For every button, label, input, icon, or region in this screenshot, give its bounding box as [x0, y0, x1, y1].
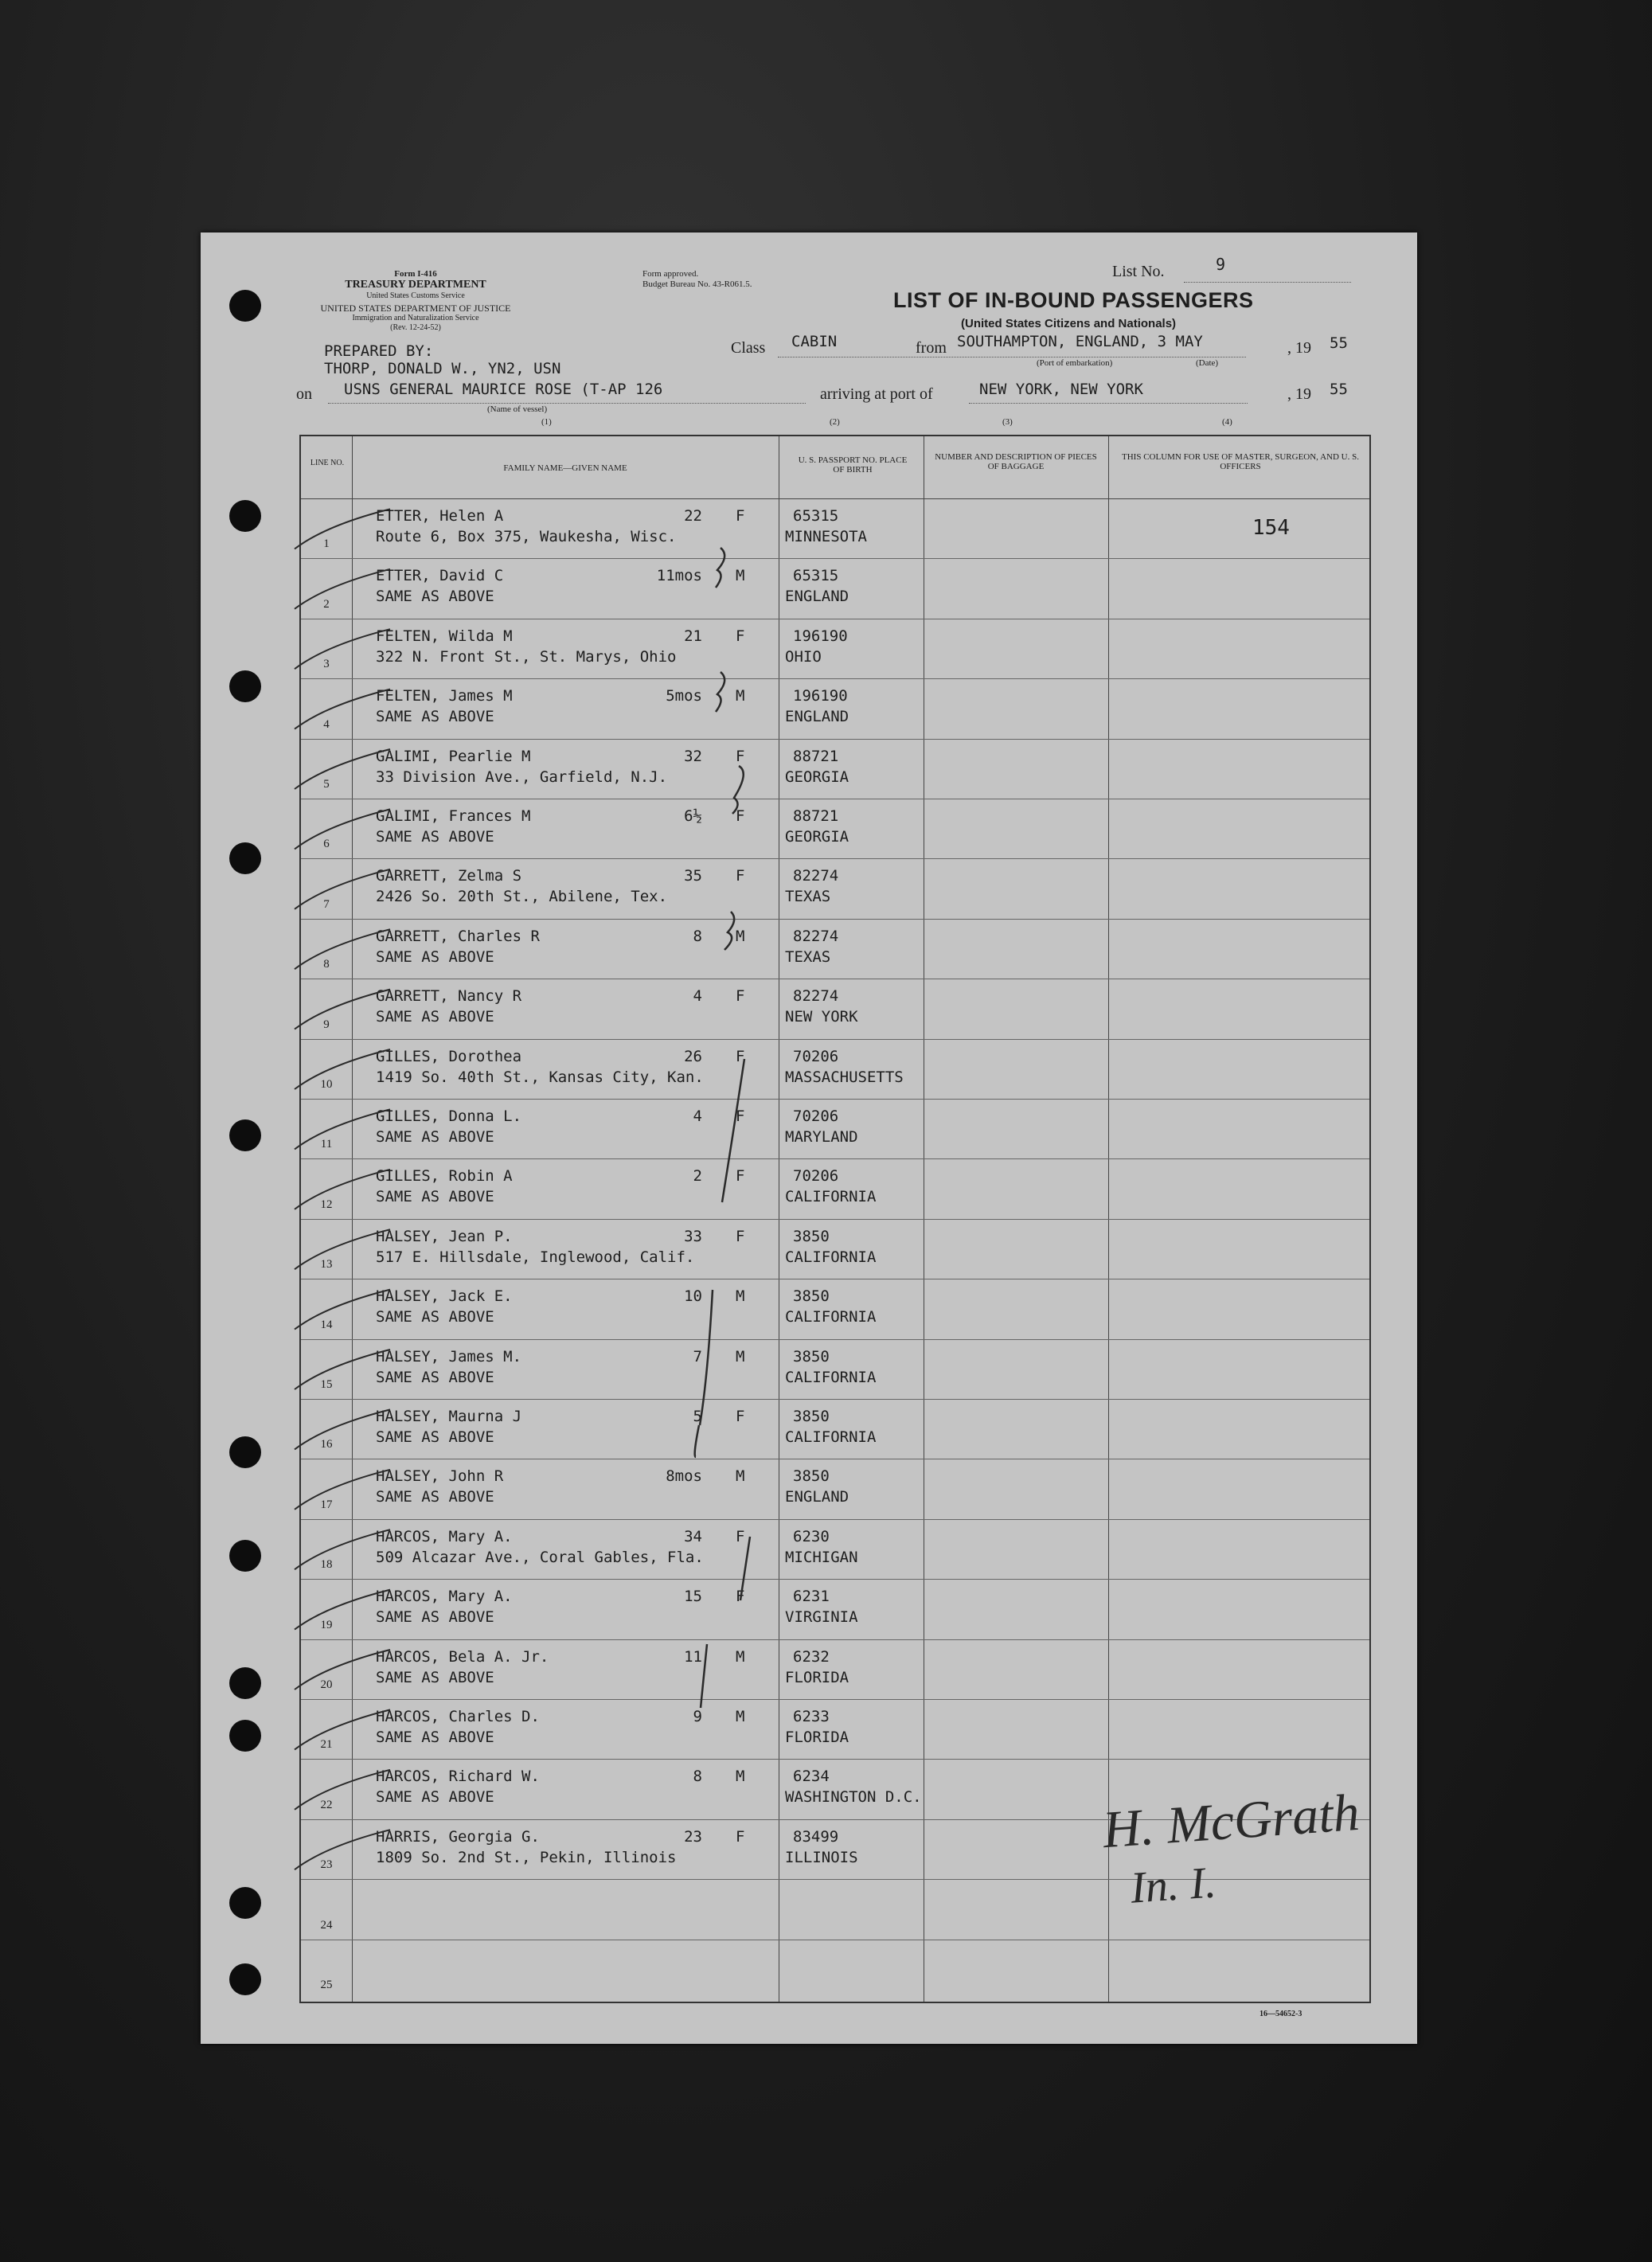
- passenger-age: 11: [684, 1647, 702, 1666]
- place-of-birth: CALIFORNIA: [785, 1308, 877, 1326]
- passenger-name: GARRETT, Zelma S: [376, 867, 522, 885]
- passport-number: 83499: [793, 1827, 839, 1846]
- passenger-name: GILLES, Dorothea: [376, 1047, 522, 1065]
- line-number: 21: [320, 1738, 333, 1752]
- line-number: 3: [323, 658, 330, 671]
- place-of-birth: CALIFORNIA: [785, 1248, 877, 1266]
- line-number: 19: [320, 1618, 333, 1631]
- place-of-birth: OHIO: [785, 647, 822, 666]
- passenger-age: 32: [684, 747, 702, 765]
- page-subtitle: (United States Citizens and Nationals): [961, 317, 1177, 330]
- passenger-sex: M: [736, 1347, 745, 1365]
- passport-number: 3850: [793, 1287, 830, 1306]
- passenger-sex: F: [736, 987, 745, 1006]
- bracket-mark: [724, 912, 734, 950]
- bracket-mark: [722, 1059, 744, 1202]
- col-num-4: (4): [1222, 417, 1232, 427]
- passport-number: 65315: [793, 567, 839, 585]
- col-header-name: FAMILY NAME—GIVEN NAME: [503, 463, 627, 473]
- place-of-birth: FLORIDA: [785, 1668, 849, 1686]
- passport-number: 6233: [793, 1708, 830, 1725]
- line-number: 11: [320, 1138, 333, 1151]
- passenger-age: 10: [684, 1287, 702, 1306]
- place-of-birth: FLORIDA: [785, 1729, 849, 1746]
- passenger-sex: M: [736, 687, 745, 705]
- passenger-address: 517 E. Hillsdale, Inglewood, Calif.: [376, 1248, 695, 1266]
- officer-annotation: 154: [1252, 516, 1290, 540]
- passenger-address: SAME AS ABOVE: [376, 1308, 494, 1326]
- passenger-name: FELTEN, Wilda M: [376, 627, 513, 645]
- passenger-address: 1809 So. 2nd St., Pekin, Illinois: [376, 1848, 677, 1866]
- place-of-birth: MICHIGAN: [785, 1548, 858, 1566]
- passenger-address: SAME AS ABOVE: [376, 828, 494, 846]
- form-revision: (Rev. 12-24-52): [390, 323, 441, 332]
- place-of-birth: ENGLAND: [785, 708, 849, 726]
- passport-number: 6234: [793, 1768, 830, 1786]
- line-number: 8: [323, 958, 330, 971]
- passport-number: 3850: [793, 1347, 830, 1365]
- passport-number: 6230: [793, 1527, 830, 1545]
- line-number: 25: [320, 1979, 333, 1991]
- passport-number: 82274: [793, 927, 839, 945]
- passenger-age: 34: [684, 1527, 702, 1545]
- passenger-name: GARRETT, Charles R: [376, 927, 540, 945]
- col-header-line-no: LINE NO.: [310, 459, 345, 467]
- check-mark: [295, 1590, 390, 1630]
- place-of-birth: MASSACHUSETTS: [785, 1068, 904, 1086]
- passenger-address: SAME AS ABOVE: [376, 1008, 494, 1026]
- passport-number: 3850: [793, 1227, 830, 1245]
- passenger-address: SAME AS ABOVE: [376, 1668, 494, 1686]
- place-of-birth: GEORGIA: [785, 768, 849, 786]
- passenger-age: 2: [693, 1167, 702, 1186]
- place-of-birth: CALIFORNIA: [785, 1428, 877, 1446]
- passenger-age: 8: [693, 1768, 702, 1786]
- line-number: 15: [320, 1378, 333, 1391]
- page-title: LIST OF IN-BOUND PASSENGERS: [893, 288, 1254, 312]
- passenger-address: 1419 So. 40th St., Kansas City, Kan.: [376, 1068, 704, 1086]
- passport-number: 88721: [793, 747, 839, 765]
- line-number: 4: [323, 717, 330, 731]
- bracket-mark: [716, 672, 724, 712]
- passenger-age: 23: [684, 1827, 702, 1846]
- date-caption: (Date): [1196, 358, 1219, 368]
- passenger-sex: F: [736, 1527, 745, 1545]
- check-mark: [295, 1709, 390, 1749]
- passenger-name: HARRIS, Georgia G.: [376, 1827, 540, 1846]
- passenger-age: 11mos: [656, 567, 702, 585]
- passenger-name: GARRETT, Nancy R: [376, 987, 522, 1006]
- year1-value: 55: [1330, 334, 1348, 352]
- year2-value: 55: [1330, 381, 1348, 398]
- bracket-mark: [695, 1290, 713, 1457]
- form-code: 16—54652-3: [1260, 2010, 1302, 2018]
- check-mark: [295, 1109, 390, 1149]
- place-of-birth: VIRGINIA: [785, 1608, 858, 1627]
- check-mark: [295, 690, 390, 729]
- passenger-name: HARCOS, Mary A.: [376, 1588, 513, 1606]
- passenger-sex: F: [736, 1588, 745, 1606]
- line-number: 12: [320, 1197, 333, 1211]
- budget-number: Budget Bureau No. 43-R061.5.: [642, 279, 752, 289]
- prepared-by-label: PREPARED BY:: [324, 342, 434, 360]
- place-of-birth: MARYLAND: [785, 1128, 858, 1146]
- passenger-age: 21: [684, 627, 702, 645]
- passenger-address: SAME AS ABOVE: [376, 1788, 494, 1807]
- vessel-name: USNS GENERAL MAURICE ROSE (T-AP 126: [344, 381, 663, 398]
- passenger-address: 2426 So. 20th St., Abilene, Tex.: [376, 888, 668, 906]
- passenger-sex: F: [736, 1408, 745, 1425]
- line-number: 20: [320, 1678, 333, 1691]
- check-mark: [295, 749, 390, 789]
- check-mark: [295, 509, 390, 549]
- passenger-sex: M: [736, 927, 745, 945]
- dept-treasury: TREASURY DEPARTMENT: [345, 279, 486, 291]
- place-of-birth: NEW YORK: [785, 1008, 858, 1026]
- passenger-name: HALSEY, James M.: [376, 1347, 522, 1365]
- passport-number: 88721: [793, 807, 839, 825]
- passenger-address: SAME AS ABOVE: [376, 1188, 494, 1206]
- line-number: 14: [320, 1318, 333, 1331]
- check-mark: [295, 990, 390, 1029]
- place-of-birth: ENGLAND: [785, 588, 849, 606]
- line-number: 7: [323, 897, 330, 911]
- passenger-address: Route 6, Box 375, Waukesha, Wisc.: [376, 528, 677, 545]
- line-number: 13: [320, 1258, 333, 1272]
- place-of-birth: WASHINGTON D.C.: [785, 1788, 922, 1807]
- passenger-sex: F: [736, 1827, 745, 1846]
- passenger-address: 33 Division Ave., Garfield, N.J.: [376, 768, 668, 786]
- line-number: 5: [323, 778, 330, 791]
- passport-number: 196190: [793, 687, 848, 705]
- col-header-passport: U. S. PASSPORT NO. PLACE OF BIRTH: [798, 455, 908, 475]
- passenger-address: 322 N. Front St., St. Marys, Ohio: [376, 647, 677, 666]
- passport-number: 82274: [793, 867, 839, 885]
- passenger-name: GILLES, Robin A: [376, 1167, 513, 1186]
- place-of-birth: GEORGIA: [785, 828, 849, 846]
- passenger-sex: F: [736, 1047, 745, 1065]
- officer-initials: In. I.: [1128, 1858, 1218, 1913]
- check-mark: [295, 1470, 390, 1510]
- passenger-address: SAME AS ABOVE: [376, 1608, 494, 1627]
- passport-number: 6232: [793, 1647, 830, 1666]
- passenger-name: FELTEN, James M: [376, 687, 513, 705]
- passenger-sex: F: [736, 807, 745, 825]
- bracket-mark: [716, 548, 724, 588]
- line-number: 10: [320, 1078, 333, 1091]
- port-embark-caption: (Port of embarkation): [1037, 358, 1113, 368]
- passport-number: 196190: [793, 627, 848, 645]
- line-number: 6: [323, 838, 330, 851]
- passenger-address: SAME AS ABOVE: [376, 1368, 494, 1386]
- col-header-officers: THIS COLUMN FOR USE OF MASTER, SURGEON, AND U. S. OFFICERS: [1122, 452, 1359, 471]
- passenger-sex: F: [736, 747, 745, 765]
- line-number: 9: [323, 1018, 330, 1031]
- form-number: Form I-416: [394, 269, 437, 279]
- check-mark: [295, 1290, 390, 1330]
- passenger-age: 4: [693, 987, 702, 1006]
- passenger-age: 15: [684, 1588, 702, 1606]
- list-no-value: 9: [1216, 255, 1226, 274]
- passenger-age: 35: [684, 867, 702, 885]
- on-label: on: [296, 385, 312, 403]
- passport-number: 3850: [793, 1408, 830, 1425]
- vessel-caption: (Name of vessel): [487, 404, 548, 414]
- check-mark: [295, 629, 390, 669]
- line-number: 1: [323, 537, 330, 551]
- passenger-sex: M: [736, 1708, 745, 1725]
- line-number: 24: [320, 1918, 333, 1932]
- passenger-sex: M: [736, 1467, 745, 1486]
- passenger-name: ETTER, Helen A: [376, 507, 504, 525]
- passenger-address: SAME AS ABOVE: [376, 947, 494, 966]
- passport-number: 70206: [793, 1108, 839, 1125]
- passenger-sex: M: [736, 567, 745, 585]
- arriving-value: NEW YORK, NEW YORK: [979, 381, 1143, 398]
- passenger-age: 22: [684, 507, 702, 525]
- place-of-birth: TEXAS: [785, 888, 831, 906]
- from-label: from: [916, 339, 947, 357]
- line-number: 2: [323, 597, 330, 611]
- check-mark: [295, 1770, 390, 1810]
- passport-number: 3850: [793, 1467, 830, 1486]
- place-of-birth: ILLINOIS: [785, 1848, 858, 1866]
- place-of-birth: TEXAS: [785, 947, 831, 966]
- year1-prefix: , 19: [1287, 339, 1311, 357]
- place-of-birth: CALIFORNIA: [785, 1188, 877, 1206]
- check-mark: [295, 1049, 390, 1089]
- place-of-birth: MINNESOTA: [785, 528, 867, 545]
- passenger-name: HARCOS, Charles D.: [376, 1708, 540, 1725]
- check-mark: [295, 1409, 390, 1449]
- officer-signature: H. McGrath: [1100, 1783, 1361, 1860]
- passenger-sex: M: [736, 1768, 745, 1786]
- class-value: CABIN: [791, 333, 838, 350]
- passenger-age: 26: [684, 1047, 702, 1065]
- col-num-2: (2): [830, 417, 840, 427]
- check-mark: [295, 1229, 390, 1269]
- passenger-age: 5: [693, 1408, 702, 1425]
- passenger-address: SAME AS ABOVE: [376, 1428, 494, 1446]
- passenger-name: GILLES, Donna L.: [376, 1108, 522, 1125]
- class-label: Class: [731, 339, 766, 357]
- year2-prefix: , 19: [1287, 385, 1311, 403]
- col-num-3: (3): [1002, 417, 1013, 427]
- line-number: 23: [320, 1858, 333, 1872]
- passenger-sex: F: [736, 627, 745, 645]
- check-mark: [295, 1650, 390, 1690]
- prepared-by: THORP, DONALD W., YN2, USN: [324, 360, 561, 377]
- check-mark: [295, 929, 390, 969]
- dept-justice-sub: Immigration and Naturalization Service: [352, 314, 479, 322]
- line-number: 17: [320, 1498, 333, 1511]
- passenger-address: SAME AS ABOVE: [376, 1729, 494, 1746]
- passenger-address: SAME AS ABOVE: [376, 1128, 494, 1146]
- passenger-sex: F: [736, 1227, 745, 1245]
- passenger-name: GALIMI, Frances M: [376, 807, 531, 825]
- check-mark: [295, 869, 390, 909]
- passport-number: 6231: [793, 1588, 830, 1606]
- passenger-address: SAME AS ABOVE: [376, 708, 494, 726]
- passenger-sex: F: [736, 507, 745, 525]
- check-mark: [295, 809, 390, 849]
- passenger-address: SAME AS ABOVE: [376, 588, 494, 606]
- passenger-name: HALSEY, Jack E.: [376, 1287, 513, 1306]
- dept-treasury-sub: United States Customs Service: [366, 291, 465, 300]
- passenger-name: HARCOS, Mary A.: [376, 1527, 513, 1545]
- passenger-age: 9: [693, 1708, 702, 1725]
- form-approved: Form approved.: [642, 269, 699, 279]
- passenger-age: 6½: [684, 807, 702, 825]
- passenger-name: HALSEY, Maurna J: [376, 1408, 522, 1425]
- passenger-sex: F: [736, 867, 745, 885]
- place-of-birth: ENGLAND: [785, 1488, 849, 1506]
- passenger-name: HARCOS, Bela A. Jr.: [376, 1647, 549, 1666]
- passenger-sex: M: [736, 1287, 745, 1306]
- arriving-label: arriving at port of: [820, 385, 933, 403]
- dept-justice: UNITED STATES DEPARTMENT OF JUSTICE: [320, 303, 511, 314]
- col-header-baggage: NUMBER AND DESCRIPTION OF PIECES OF BAGGAGE: [935, 452, 1097, 471]
- passport-number: 70206: [793, 1167, 839, 1186]
- passenger-name: HALSEY, John R: [376, 1467, 504, 1486]
- from-value: SOUTHAMPTON, ENGLAND, 3 MAY: [957, 333, 1203, 350]
- col-num-1: (1): [541, 417, 552, 427]
- passenger-address: 509 Alcazar Ave., Coral Gables, Fla.: [376, 1548, 704, 1566]
- list-no-label: List No.: [1112, 263, 1165, 280]
- passenger-sex: M: [736, 1647, 745, 1666]
- passenger-sex: F: [736, 1108, 745, 1125]
- passport-number: 70206: [793, 1047, 839, 1065]
- check-mark: [295, 569, 390, 609]
- passenger-address: SAME AS ABOVE: [376, 1488, 494, 1506]
- bracket-mark: [740, 1537, 750, 1600]
- passenger-name: HALSEY, Jean P.: [376, 1227, 513, 1245]
- place-of-birth: CALIFORNIA: [785, 1368, 877, 1386]
- check-mark: [295, 1350, 390, 1389]
- passenger-age: 4: [693, 1108, 702, 1125]
- passenger-age: 7: [693, 1347, 702, 1365]
- check-mark: [295, 1830, 390, 1869]
- passenger-name: GALIMI, Pearlie M: [376, 747, 531, 765]
- passenger-age: 5mos: [666, 687, 702, 705]
- passport-number: 82274: [793, 987, 839, 1006]
- bracket-mark: [701, 1644, 707, 1708]
- passenger-age: 8mos: [666, 1467, 702, 1486]
- passenger-name: HARCOS, Richard W.: [376, 1768, 540, 1786]
- passenger-name: ETTER, David C: [376, 567, 504, 585]
- passenger-age: 8: [693, 927, 702, 945]
- passenger-sex: F: [736, 1167, 745, 1186]
- check-mark: [295, 1170, 390, 1209]
- passenger-age: 33: [684, 1227, 702, 1245]
- line-number: 18: [320, 1558, 333, 1572]
- line-number: 16: [320, 1438, 333, 1451]
- bracket-mark: [732, 766, 744, 814]
- line-number: 22: [320, 1798, 333, 1811]
- passport-number: 65315: [793, 507, 839, 525]
- check-mark: [295, 1529, 390, 1569]
